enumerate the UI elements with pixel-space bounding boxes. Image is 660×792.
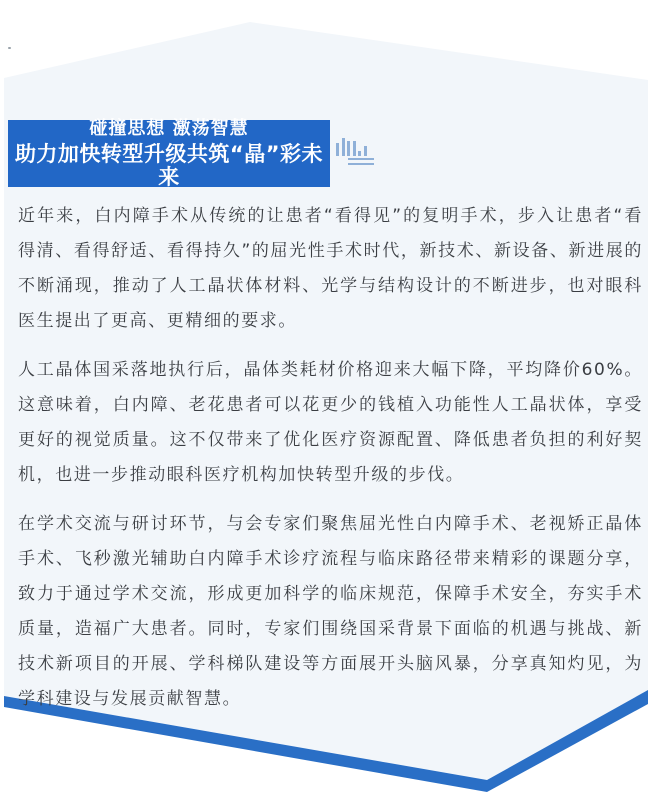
banner-title-line2: 助力加快转型升级共筑“晶”彩未来 xyxy=(14,141,324,189)
paragraph-3: 在学术交流与研讨环节，与会专家们聚焦屈光性白内障手术、老视矫正晶体手术、飞秒激光辅助白内障手术诊疗流程与临床路径带来精彩的课题分享，致力于通过学术交流，形成更加科学的临床规范，保障手术安全，夯实手术质量，造福广大患者。同时，专家们围绕国采背景下面临的机遇与挑战、新技术新项目的开展、学科梯队建设等方面展开头脑风暴，分享真知灼见，为学科建设与发展贡献智慧。 xyxy=(18,514,643,709)
article-body xyxy=(18,199,643,731)
paragraph-1: 近年来，白内障手术从传统的让患者“看得见”的复明手术，步入让患者“看得清、看得舒适、看得持久”的屈光性手术时代，新技术、新设备、新进展的不断涌现，推动了人工晶状体材料、光学与结构设计的不断进步，也对眼科医生提出了更高、更精细的要求。 xyxy=(18,206,643,331)
bar-chart-icon-underline-1 xyxy=(348,158,374,160)
bar-chart-icon xyxy=(336,137,376,167)
artifact-dot xyxy=(8,47,11,49)
bar-chart-icon-bars xyxy=(336,137,368,156)
paragraph-2: 人工晶体国采落地执行后，晶体类耗材价格迎来大幅下降，平均降价60%。这意味着，白内障、老花患者可以花更少的钱植入功能性人工晶状体，享受更好的视觉质量。这不仅带来了优化医疗资源配置、降低患者负担的利好契机，也进一步推动眼科医疗机构加快转型升级的步伐。 xyxy=(18,360,643,485)
banner-title-line1: 碰撞思想 激荡智慧 xyxy=(89,117,249,139)
bar-chart-icon-underline-2 xyxy=(348,163,374,165)
title-banner xyxy=(8,117,330,189)
